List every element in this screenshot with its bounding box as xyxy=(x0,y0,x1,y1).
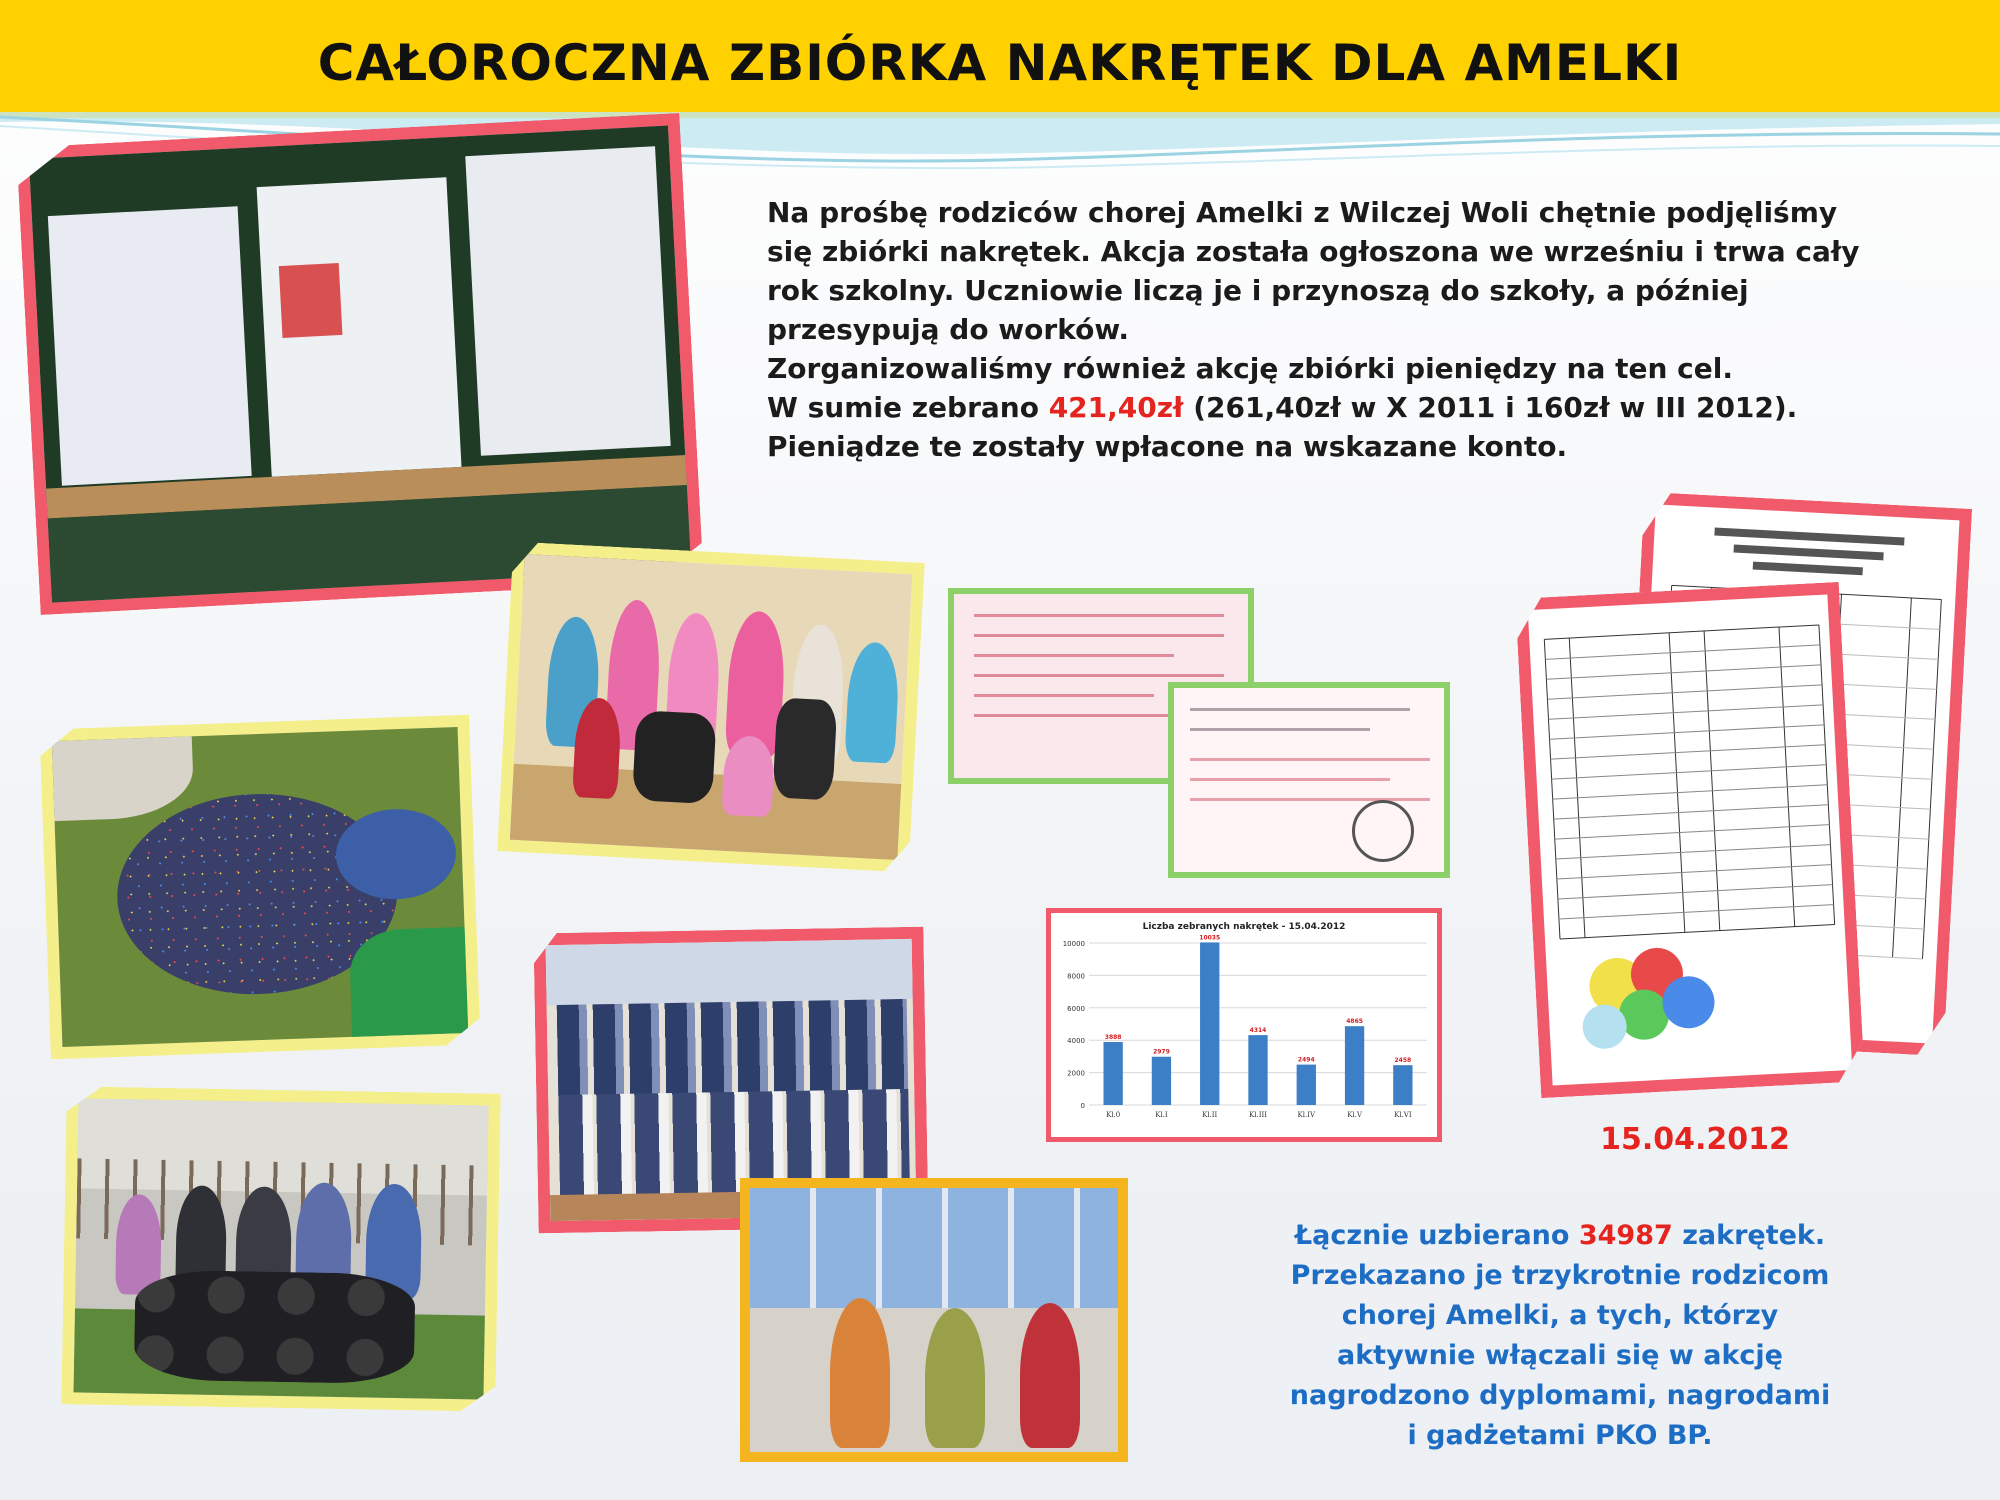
bar-value-label: 10035 xyxy=(1199,934,1221,942)
bar-value-label: 4865 xyxy=(1346,1018,1363,1026)
document-transfer-form-2 xyxy=(1168,682,1450,878)
bar-value-label: 2979 xyxy=(1153,1048,1170,1056)
bar-value-label: 4314 xyxy=(1249,1027,1267,1035)
chart-bar xyxy=(1248,1035,1267,1105)
intro-line: Na prośbę rodziców chorej Amelki z Wilczej Woli chętnie podjęliśmy xyxy=(767,196,1838,229)
photo-kids-with-bags xyxy=(497,541,925,872)
bar-value-label: 2458 xyxy=(1394,1057,1412,1065)
y-tick-label: 2000 xyxy=(1067,1069,1085,1078)
header-bar xyxy=(0,0,2000,118)
money-line xyxy=(767,388,1907,427)
chart-bar xyxy=(1297,1065,1316,1105)
x-tick-label: Kl.IV xyxy=(1297,1111,1316,1119)
document-tally-sheet-front xyxy=(1515,582,1865,1098)
y-tick-label: 10000 xyxy=(1062,940,1085,948)
money-prefix: W sumie zebrano xyxy=(767,391,1049,424)
photo-caps-on-grass xyxy=(39,715,480,1060)
money-amount: 421,40zł xyxy=(1048,391,1184,424)
page-title: CAŁOROCZNA ZBIÓRKA NAKRĘTEK DLA AMELKI xyxy=(317,34,1683,92)
summary-suffix: zakrętek. xyxy=(1672,1220,1826,1251)
summary-paragraph xyxy=(1260,1216,1860,1456)
chart-title: Liczba zebranych nakrętek - 15.04.2012 xyxy=(1142,922,1346,932)
y-tick-label: 0 xyxy=(1080,1102,1085,1110)
x-tick-label: Kl.0 xyxy=(1106,1111,1121,1119)
summary-line: nagrodzono dyplomami, nagrodami xyxy=(1289,1380,1831,1411)
chart-bar xyxy=(1393,1065,1412,1105)
intro-closing: Pieniądze te zostały wpłacone na wskazane konto. xyxy=(767,430,1568,463)
bar-chart xyxy=(1051,913,1437,1137)
x-tick-label: Kl.V xyxy=(1347,1111,1362,1119)
x-tick-label: Kl.II xyxy=(1202,1111,1218,1119)
chart-frame xyxy=(1046,908,1442,1142)
summary-prefix: Łącznie uzbierano xyxy=(1294,1220,1579,1251)
summary-line: i gadżetami PKO BP. xyxy=(1407,1420,1713,1451)
photo-kids-outside-bags xyxy=(61,1086,500,1412)
chart-bar xyxy=(1345,1026,1364,1105)
summary-first-line xyxy=(1260,1216,1860,1256)
photo-three-kids-diplomas xyxy=(740,1178,1128,1462)
intro-line: Zorganizowaliśmy również akcję zbiórki pieniędzy na ten cel. xyxy=(767,352,1733,385)
y-tick-label: 8000 xyxy=(1067,972,1085,981)
x-tick-label: Kl.I xyxy=(1155,1111,1168,1119)
x-tick-label: Kl.VI xyxy=(1394,1111,1412,1119)
chart-bar xyxy=(1200,942,1219,1105)
intro-line: się zbiórki nakrętek. Akcja została ogłoszona we wrześniu i trwa cały xyxy=(767,235,1860,268)
intro-line: rok szkolny. Uczniowie liczą je i przynoszą do szkoły, a później xyxy=(767,274,1749,307)
chart-bar xyxy=(1103,1042,1122,1105)
intro-paragraph xyxy=(767,193,1907,466)
y-tick-label: 4000 xyxy=(1067,1037,1085,1046)
photo-notice-board xyxy=(16,113,704,615)
bar-value-label: 2494 xyxy=(1297,1056,1315,1064)
tally-sheet-front-lines xyxy=(1528,594,1853,1085)
money-suffix: (261,40zł w X 2011 i 160zł w III 2012). xyxy=(1183,391,1798,424)
summary-line: chorej Amelki, a tych, którzy xyxy=(1341,1300,1779,1331)
summary-line: aktywnie włączali się w akcję xyxy=(1337,1340,1783,1371)
bar-value-label: 3888 xyxy=(1104,1034,1122,1042)
summary-line: Przekazano je trzykrotnie rodzicom xyxy=(1290,1260,1830,1291)
summary-count: 34987 xyxy=(1578,1220,1673,1251)
intro-line: przesypują do worków. xyxy=(767,313,1130,346)
y-tick-label: 6000 xyxy=(1067,1004,1085,1013)
chart-bar xyxy=(1152,1057,1171,1105)
date-label: 15.04.2012 xyxy=(1600,1122,1790,1157)
x-tick-label: Kl.III xyxy=(1249,1111,1267,1119)
